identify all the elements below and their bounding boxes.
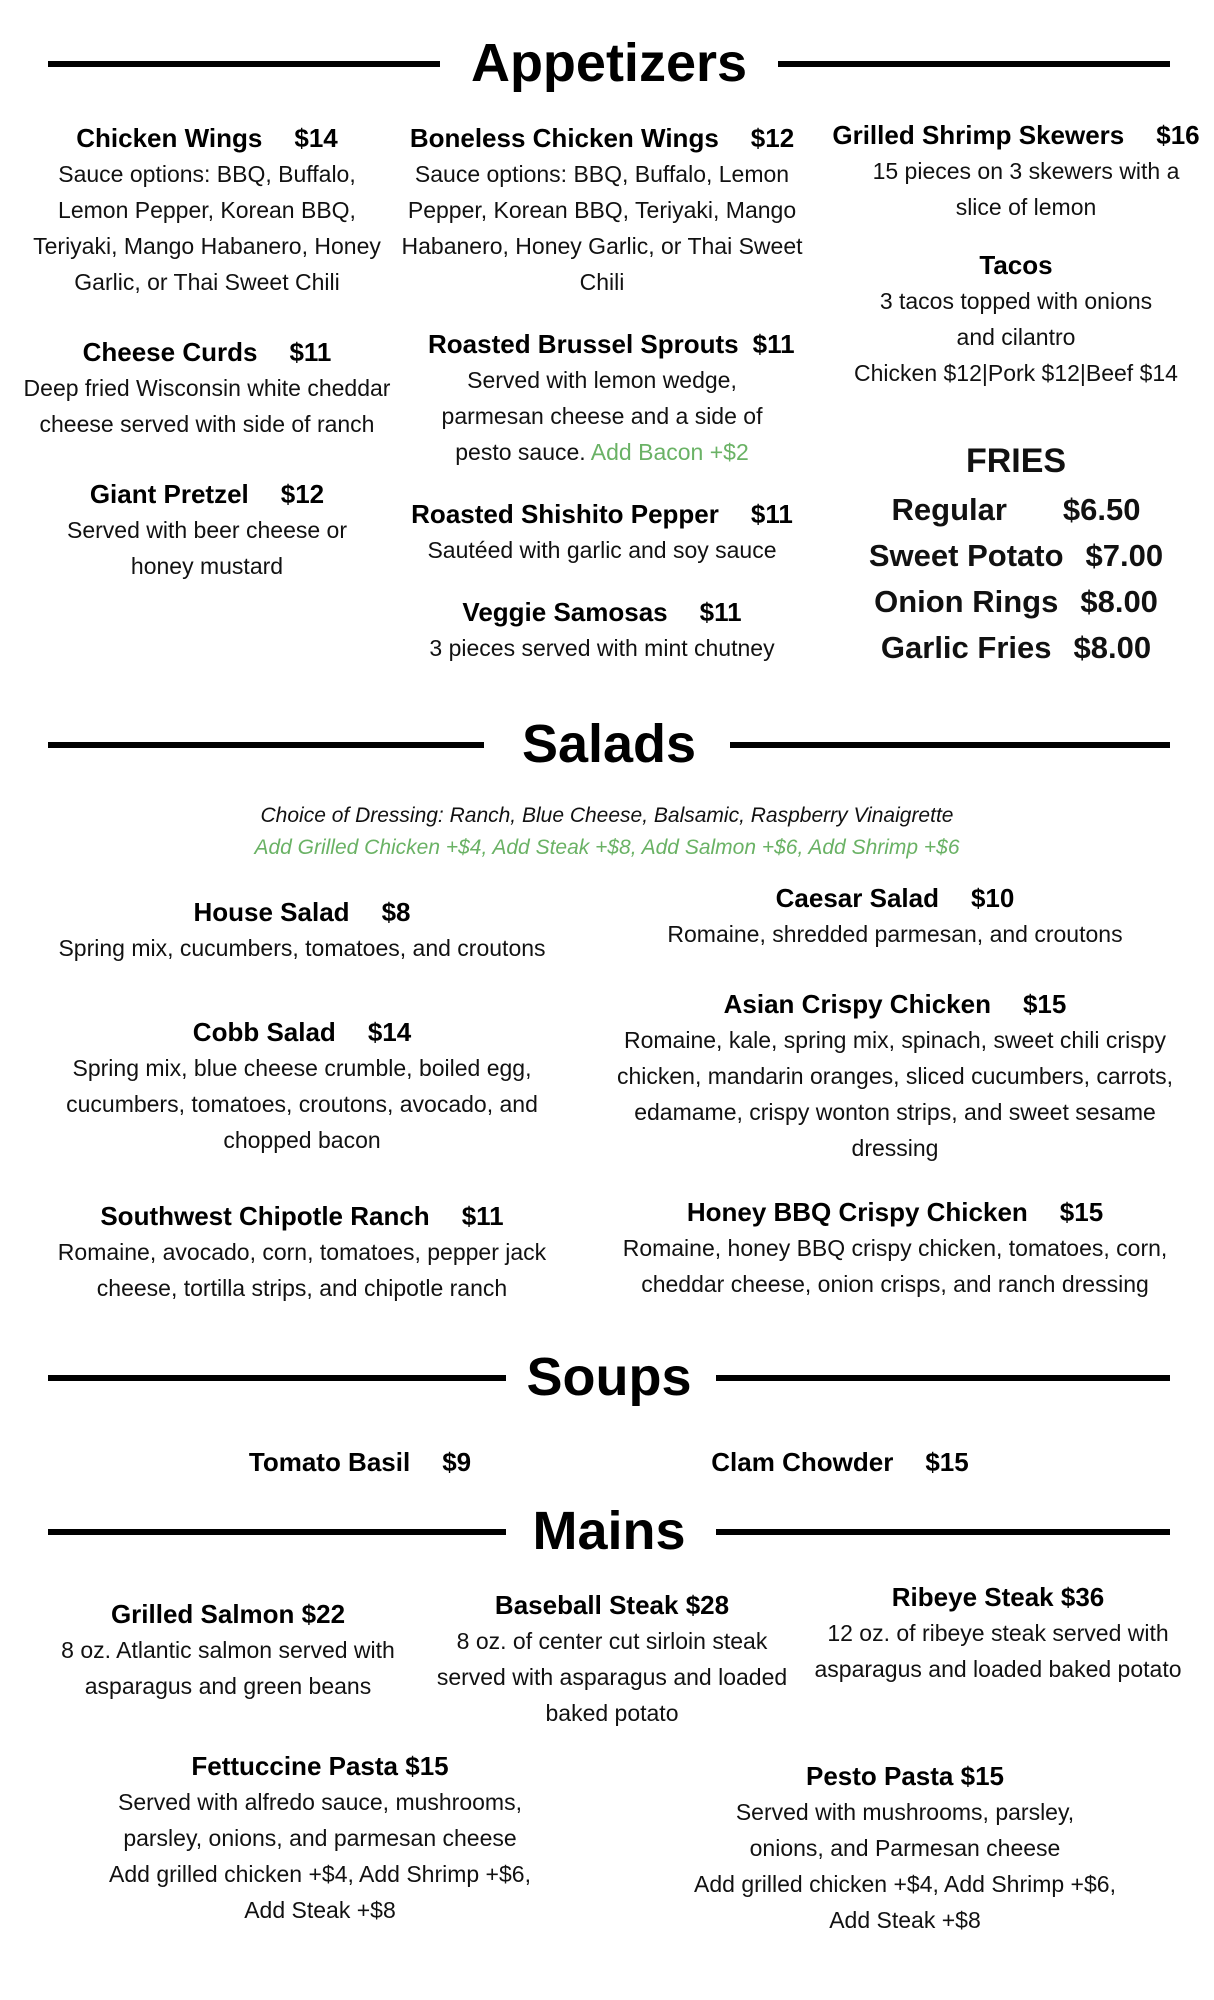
item-name: Caesar Salad	[775, 883, 939, 913]
appetizers-col-1	[22, 120, 392, 584]
menu-item-honey-bbq-salad	[610, 1194, 1180, 1302]
item-desc: 12 oz. of ribeye steak served with asparagus and loaded baked potato	[814, 1620, 1182, 1682]
item-desc: 3 pieces served with mint chutney	[429, 635, 775, 661]
menu-item-samosas	[398, 594, 806, 666]
item-price: $11	[699, 597, 742, 627]
fries-block	[824, 439, 1208, 671]
menu-item-shishito	[398, 496, 806, 568]
item-price: $16	[1156, 120, 1200, 150]
menu-item-grilled-salmon	[40, 1596, 416, 1704]
menu-item-asian-salad	[610, 986, 1180, 1166]
mains-header	[48, 1496, 1170, 1566]
item-price: $11	[461, 1201, 504, 1231]
item-name: Fettuccine Pasta $15	[191, 1751, 449, 1781]
section-title-mains: Mains	[532, 1501, 686, 1561]
item-price: $15	[925, 1447, 969, 1477]
item-desc: Sautéed with garlic and soy sauce	[427, 537, 777, 563]
item-addon: Add Bacon +$2	[590, 439, 749, 465]
fries-price: $6.50	[1062, 492, 1141, 527]
fries-title: FRIES	[965, 442, 1067, 480]
item-desc: Romaine, kale, spring mix, spinach, sweet chili crispy chicken, mandarin oranges, sliced cucumbers, carrots, edamame, crispy wonton strips, and sweet sesame dressing	[616, 1027, 1174, 1161]
item-price: $15	[1022, 989, 1067, 1019]
appetizers-header	[48, 28, 1170, 98]
salads-col-left	[22, 894, 582, 1306]
item-desc: Served with beer cheese or honey mustard	[67, 517, 347, 579]
item-desc: Sauce options: BBQ, Buffalo, Lemon Pepper, Korean BBQ, Teriyaki, Mango Habanero, Honey Garlic, or Thai Sweet Chili	[401, 161, 803, 295]
fries-name: Onion Rings	[874, 584, 1059, 619]
item-addon: Add grilled chicken +$4, Add Shrimp +$6, Add Steak +$8	[109, 1861, 531, 1923]
item-name: Cheese Curds	[82, 337, 258, 367]
item-price: $10	[970, 883, 1015, 913]
menu-item-baseball-steak	[424, 1587, 800, 1731]
soup-clam-chowder	[660, 1444, 1020, 1480]
item-price: $14	[367, 1017, 412, 1047]
section-title-soups: Soups	[526, 1347, 692, 1407]
item-desc: Deep fried Wisconsin white cheddar cheese served with side of ranch	[23, 375, 391, 437]
menu-item-caesar-salad	[610, 880, 1180, 952]
item-name: Roasted Shishito Pepper	[411, 499, 719, 529]
item-desc: Served with mushrooms, parsley, onions, and Parmesan cheese	[735, 1799, 1075, 1861]
menu-item-brussel-sprouts	[398, 326, 806, 470]
item-desc: Sauce options: BBQ, Buffalo, Lemon Pepper, Korean BBQ, Teriyaki, Mango Habanero, Honey Garlic, or Thai Sweet Chili	[33, 161, 381, 295]
soups-header	[48, 1342, 1170, 1412]
item-price: $11	[752, 329, 795, 359]
item-desc: Served with alfredo sauce, mushrooms, parsley, onions, and parmesan cheese	[118, 1789, 522, 1851]
item-desc: Romaine, avocado, corn, tomatoes, pepper jack cheese, tortilla strips, and chipotle ranch	[57, 1239, 547, 1301]
salad-addon-note: Add Grilled Chicken +$4, Add Steak +$8, Add Salmon +$6, Add Shrimp +$6	[254, 836, 960, 859]
item-price: $11	[750, 499, 793, 529]
menu-item-house-salad	[22, 894, 582, 966]
item-desc: Romaine, honey BBQ crispy chicken, tomatoes, corn, cheddar cheese, onion crisps, and ranch dressing	[622, 1235, 1168, 1297]
fries-name: Garlic Fries	[880, 630, 1052, 665]
fries-price: $7.00	[1085, 538, 1164, 573]
item-price: $14	[294, 123, 338, 153]
item-desc: Spring mix, blue cheese crumble, boiled egg, cucumbers, tomatoes, croutons, avocado, and chopped bacon	[66, 1055, 538, 1153]
menu-item-cobb-salad	[22, 1014, 582, 1158]
item-name: Honey BBQ Crispy Chicken	[686, 1197, 1028, 1227]
item-name: Pesto Pasta $15	[805, 1761, 1004, 1791]
item-desc: 8 oz. Atlantic salmon served with asparagus and green beans	[61, 1637, 395, 1699]
menu-item-southwest-salad	[22, 1198, 582, 1306]
item-desc: Romaine, shredded parmesan, and croutons	[667, 921, 1123, 947]
menu-item-boneless-wings	[398, 120, 806, 300]
section-title-salads: Salads	[521, 714, 697, 774]
item-name: Ribeye Steak $36	[891, 1582, 1105, 1612]
item-desc: 15 pieces on 3 skewers with a slice of lemon	[872, 158, 1180, 220]
item-name: Grilled Shrimp Skewers	[832, 120, 1125, 150]
salads-col-right	[610, 880, 1180, 1302]
item-desc: 3 tacos topped with onions and cilantro	[879, 288, 1153, 350]
salads-header	[48, 709, 1170, 779]
item-name: Grilled Salmon $22	[110, 1599, 346, 1629]
menu-item-ribeye-steak	[810, 1579, 1186, 1687]
item-options: Chicken $12|Pork $12|Beef $14	[854, 360, 1178, 386]
item-name: Veggie Samosas	[462, 597, 668, 627]
menu-item-tacos	[824, 247, 1208, 391]
item-name: Tacos	[979, 250, 1053, 280]
appetizers-col-2	[398, 120, 806, 666]
menu-item-shrimp-skewers	[824, 117, 1208, 225]
item-price: $8	[381, 897, 411, 927]
menu-item-chicken-wings	[22, 120, 392, 300]
item-desc: Served with lemon wedge, parmesan cheese and a side of pesto sauce.	[441, 367, 763, 465]
fries-name: Sweet Potato	[868, 538, 1064, 573]
item-desc: 8 oz. of center cut sirloin steak served with asparagus and loaded baked potato	[436, 1628, 788, 1726]
item-desc: Spring mix, cucumbers, tomatoes, and croutons	[58, 935, 546, 961]
item-addon: Add grilled chicken +$4, Add Shrimp +$6, Add Steak +$8	[694, 1871, 1116, 1933]
appetizers-col-3	[824, 117, 1208, 671]
menu-item-giant-pretzel	[22, 476, 392, 584]
dressing-note: Choice of Dressing: Ranch, Blue Cheese, Balsamic, Raspberry Vinaigrette	[260, 804, 954, 827]
item-price: $9	[442, 1447, 472, 1477]
item-price: $12	[280, 479, 325, 509]
item-name: Cobb Salad	[192, 1017, 336, 1047]
fries-price: $8.00	[1073, 630, 1152, 665]
fries-price: $8.00	[1080, 584, 1158, 619]
item-name: Clam Chowder	[711, 1447, 894, 1477]
item-price: $11	[289, 337, 332, 367]
menu-item-pesto-pasta	[680, 1758, 1130, 1938]
item-name: Roasted Brussel Sprouts	[428, 329, 739, 359]
item-name: Baseball Steak $28	[494, 1590, 730, 1620]
item-name: Chicken Wings	[76, 123, 263, 153]
menu-item-cheese-curds	[22, 334, 392, 442]
item-price: $12	[750, 123, 795, 153]
soup-tomato-basil	[180, 1444, 540, 1480]
item-name: House Salad	[193, 897, 350, 927]
menu-item-fettuccine-pasta	[100, 1748, 540, 1928]
item-name: Tomato Basil	[248, 1447, 411, 1477]
item-name: Southwest Chipotle Ranch	[100, 1201, 430, 1231]
item-name: Giant Pretzel	[89, 479, 249, 509]
item-name: Boneless Chicken Wings	[409, 123, 719, 153]
item-price: $15	[1059, 1197, 1104, 1227]
section-title-appetizers: Appetizers	[470, 33, 748, 93]
item-name: Asian Crispy Chicken	[723, 989, 991, 1019]
fries-name: Regular	[891, 492, 1007, 527]
